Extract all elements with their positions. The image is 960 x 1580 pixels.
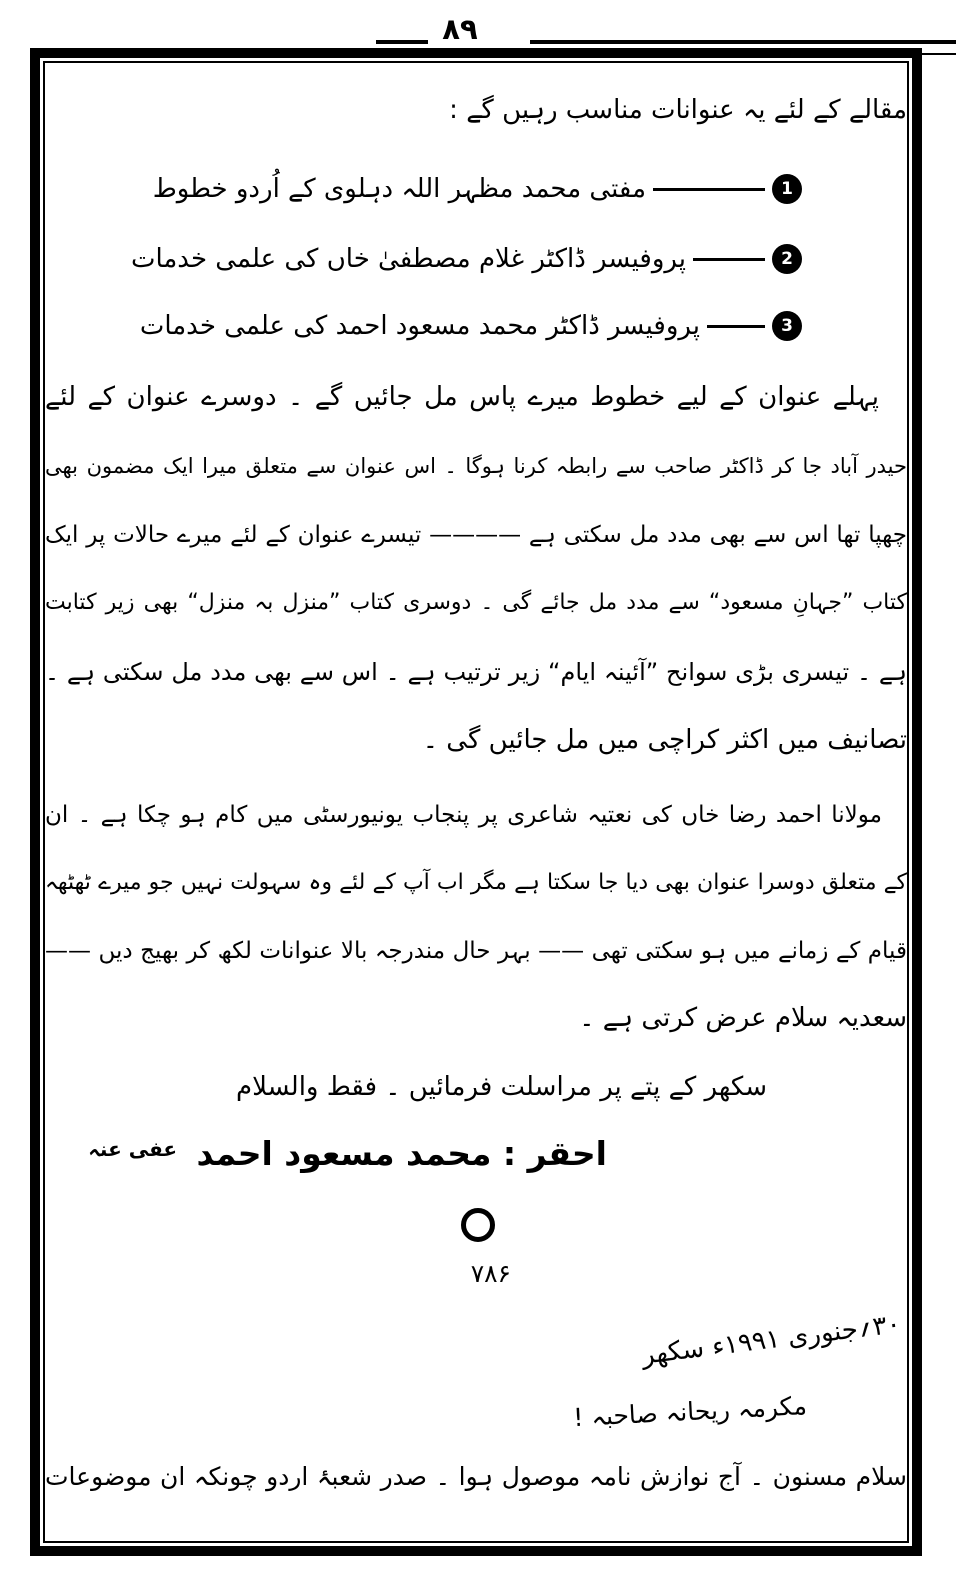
para1-line-3: چھپا تھا اس سے بھی مدد مل سکتی ہے ———— تیسرے عنوان کے لئے میرے حالات پر ایک (45, 522, 907, 548)
date-place-line: ۳۰؍جنوری ۱۹۹۱ء سکھر (640, 1309, 903, 1371)
item-2-dash-icon (693, 258, 765, 261)
item-3-number-badge: 3 (772, 311, 802, 341)
circle-mark-icon (461, 1208, 495, 1242)
para1-line-2: حیدر آباد جا کر ڈاکٹر صاحب سے رابطہ کرنا ہوگا ۔ اس عنوان سے متعلق میرا ایک مضمون بھی (45, 454, 907, 478)
para2-line-4: سعدیہ سلام عرض کرتی ہے ۔ (579, 1003, 907, 1033)
signature-name: احقر : محمد مسعود احمد (196, 1134, 607, 1173)
page-number: ۸۹ (442, 12, 478, 46)
signature-line (88, 1126, 607, 1186)
item-2-number-badge: 2 (772, 244, 802, 274)
page-border-inner-line (43, 61, 909, 1543)
title-item-2 (45, 238, 802, 280)
para2-line-2: کے متعلق دوسرا عنوان بھی دیا جا سکتا ہے مگر اب آپ کے لئے وہ سہولت نہیں جو میرے ٹھٹھہ (45, 870, 907, 895)
title-item-3-text: پروفیسر ڈاکٹر محمد مسعود احمد کی علمی خدمات (139, 311, 700, 341)
title-item-1-text: مفتی محمد مظہر اللہ دہلوی کے اُردو خطوط (152, 174, 646, 204)
item-3-dash-icon (707, 325, 765, 328)
item-1-number-badge: 1 (772, 174, 802, 204)
title-item-3 (45, 305, 802, 347)
para1-line-6: تصانیف میں اکثر کراچی میں مل جائیں گی ۔ (422, 725, 907, 755)
intro-line: مقالے کے لئے یہ عنوانات مناسب رہیں گے : (449, 95, 907, 125)
title-item-2-text: پروفیسر ڈاکٹر غلام مصطفیٰ خاں کی علمی خدمات (130, 244, 686, 274)
postscript-line: سلام مسنون ۔ آج نوازش نامہ موصول ہوا ۔ صدر شعبۂ اردو چونکہ ان موضوعات (45, 1462, 907, 1491)
invocation-number-786: ۷۸۶ (470, 1259, 511, 1288)
title-item-1 (45, 168, 802, 210)
para1-line-5: ہے ۔ تیسری بڑی سوانح ”آئینہ ایام“ زیر ترتیب ہے ۔ اس سے بھی مدد مل سکتی ہے ۔ (45, 658, 907, 686)
para1-line-1: پہلے عنوان کے لیے خطوط میرے پاس مل جائیں گے ۔ دوسرے عنوان کے لئے (45, 382, 879, 412)
para1-line-4: کتاب ”جہانِ مسعود“ سے مدد مل جائے گی ۔ دوسری کتاب ”منزل بہ منزل“ بھی زیر کتابت (45, 590, 907, 615)
salutation-line: مکرمہ ریحانہ صاحبہ ! (572, 1391, 808, 1433)
closing-line: سکھر کے پتے پر مراسلت فرمائیں ۔ فقط والسلام (235, 1072, 767, 1102)
letter-body (45, 63, 907, 1541)
para2-line-1: مولانا احمد رضا خاں کی نعتیہ شاعری پر پنجاب یونیورسٹی میں کام ہو چکا ہے ۔ ان (45, 802, 882, 828)
item-1-dash-icon (653, 188, 765, 191)
signature-suffix: عفی عنہ (88, 1137, 178, 1161)
para2-line-3: قیام کے زمانے میں ہو سکتی تھی —— بہر حال مندرجہ بالا عنوانات لکھ کر بھیج دیں —— (45, 938, 907, 964)
page-border-frame (30, 48, 922, 1556)
